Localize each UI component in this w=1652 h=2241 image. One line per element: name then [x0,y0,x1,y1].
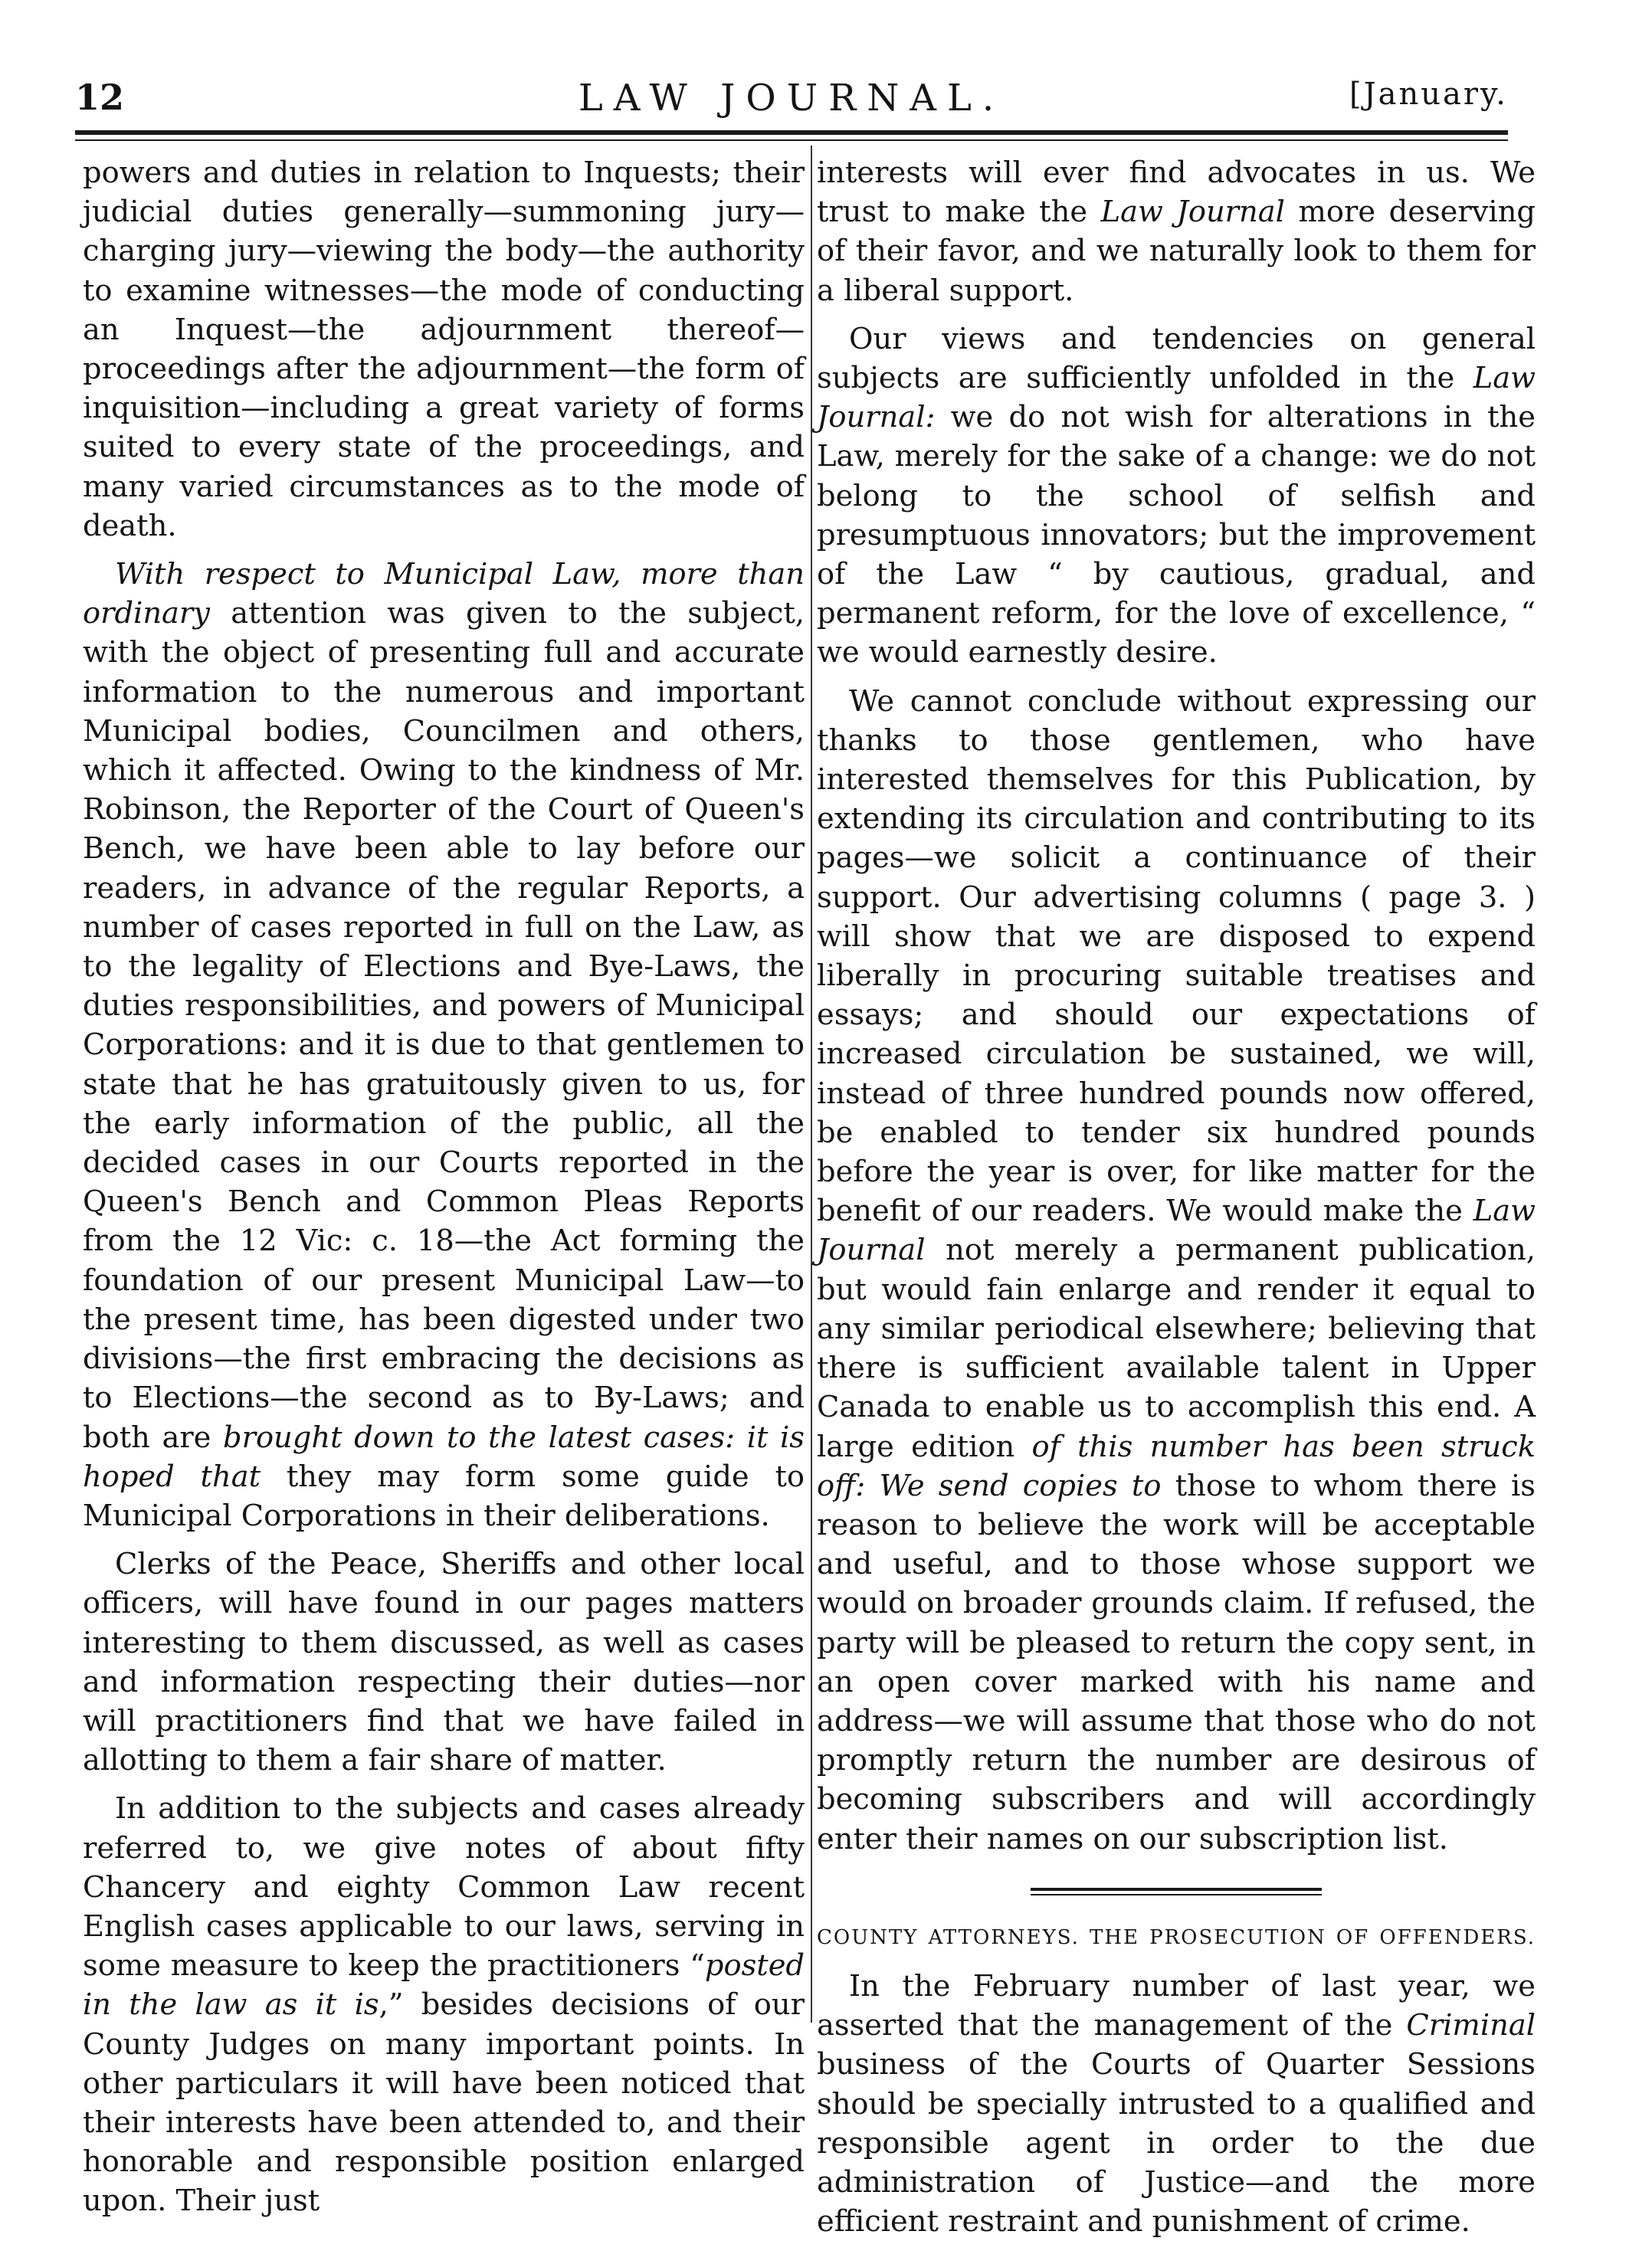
paragraph-text: In the February number of last year, we asserted that the management of the [817,1968,1536,2043]
paragraph-text-italic: Law Journal: [817,361,1536,435]
page-header [75,77,1508,123]
paragraph-text: not merely a permanent publication, but would fain enlarge and render it equal to any similar periodical elsewhere; believing that there is sufficient available talent in Upper Canada to enable us to accomplish this end. A large edition [817,1233,1536,1464]
paragraph-text: In addition to the subjects and cases already referred to, we give notes of about fifty Chancery and eighty Common Law recent English cases applicable to our laws, serving in some measure to keep the practitioners “ [83,1791,805,1984]
header-rule-thick [75,130,1508,135]
divider-line-thick [1031,1888,1322,1891]
paragraph-text-italic: Criminal [1406,2008,1536,2043]
paragraph-text-italic: of this number has been struck off: We send copies to [817,1429,1536,1503]
paragraph-text-italic: posted in the law as it is [83,1948,805,2023]
right-column [817,153,1536,2241]
paragraph-text-italic: With respect to Municipal Law, more than ordinary [83,557,805,631]
paragraph-text: business of the Courts of Quarter Sessions should be specially intrusted to a qualified and responsible agent in order to the due administration of Justice—and the more efficient restraint and punishment of crime. [817,2047,1536,2239]
paragraph [817,153,1536,310]
paragraph [817,319,1536,673]
paragraph [83,555,805,1535]
divider-line-thin [1031,1894,1322,1895]
paragraph-text: they may form some guide to Municipal Corporations in their deliberations. [83,1459,805,1533]
paragraph-text: Clerks of the Peace, Sheriffs and other local officers, will have found in our pages matters interesting to them discussed, as well as cases and information respecting their duties—nor will practitioners find that we have failed in allotting to them a fair share of matter. [83,1547,805,1778]
column-divider [811,146,812,2023]
paragraph-text: we do not wish for alterations in the Law, merely for the sake of a change: we do not belong to the school of selfish and presumptuous innovators; but the improvement of the Law “ by cautious, gradual, and permanent reform, for the love of excellence, “ we would earnestly desire. [817,400,1536,670]
paragraph-text-italic: Law Journal [817,1194,1536,1268]
paragraph-text: interests will ever find advocates in us. We trust to make the [817,156,1536,230]
section-heading: COUNTY ATTORNEYS. THE PROSECUTION OF OFFENDERS. [817,1925,1536,1949]
paragraph-text: Our views and tendencies on general subjects are sufficiently unfolded in the [817,321,1536,396]
issue-month: [January. [1349,77,1508,112]
paragraph-text: We cannot conclude without expressing our thanks to those gentlemen, who have interested themselves for this Publication, by extending its circulation and contributing to its pages—we solicit a continuance of their support. Our advertising columns ( page 3. ) will show that we are disposed to expend liberally in procuring suitable treatises and essays; and should our expectations of increased circulation be sustained, we will, instead of three hundred pounds now offered, be enabled to tender six hundred pounds before the year is over, for like matter for the benefit of our readers. We would make the [817,683,1536,1229]
paragraph-text: powers and duties in relation to Inquests; their judicial duties generally—summoning jury—charging jury—viewing the body—the authority to examine witnesses—the mode of conducting an Inquest—the adjournment thereof—proceedings after the adjournment—the form of inquisition—including a great variety of forms suited to every state of the proceedings, and many varied circumstances as to the mode of death. [83,156,805,543]
paragraph-text-italic: brought down to the latest cases: it is hoped that [83,1420,805,1494]
page-number: 12 [75,77,125,118]
journal-title: LAW JOURNAL. [578,77,1005,120]
section-divider [1031,1888,1322,1895]
paragraph-text-italic: Law Journal [1100,195,1285,230]
paragraph [83,1789,805,2220]
header-rule-thin [75,139,1508,141]
paragraph [83,1545,805,1780]
paragraph [817,1967,1536,2241]
paragraph-text: those to whom there is reason to believe the work will be acceptable and useful, and to those whose support we would on broader grounds claim. If refused, the party will be pleased to return the copy sent, in an open cover marked with his name and address—we will assume that those who do not promptly return the number are desirous of becoming subscribers and will accordingly enter their names on our subscription list. [817,1468,1536,1856]
paragraph [83,153,805,546]
paragraph-text: more deserving of their favor, and we naturally look to them for a liberal support. [817,195,1536,308]
left-column [83,153,805,2221]
paragraph-text: ,” besides decisions of our County Judges on many important points. In other particulars it will have been noticed that their interests have been attended to, and their honorable and responsible position enlarged upon. Their just [83,1987,805,2219]
paragraph-text: attention was given to the subject, with the object of presenting full and accurate information to the numerous and important Municipal bodies, Councilmen and others, which it affected. Owing to the kindness of Mr. Robinson, the Reporter of the Court of Queen's Bench, we have been able to lay before our readers, in advance of the regular Reports, a number of cases reported in full on the Law, as to the legality of Elections and Bye-Laws, the duties responsibilities, and powers of Municipal Corporations: and it is due to that gentlemen to state that he has gratuitously given to us, for the early information of the public, all the decided cases in our Courts reported in the Queen's Bench and Common Pleas Reports from the 12 Vic: c. 18—the Act forming the foundation of our present Municipal Law—to the present time, has been digested under two divisions—the first embracing the decisions as to Elections—the second as to By-Laws; and both are [83,596,805,1455]
paragraph [817,682,1536,1859]
